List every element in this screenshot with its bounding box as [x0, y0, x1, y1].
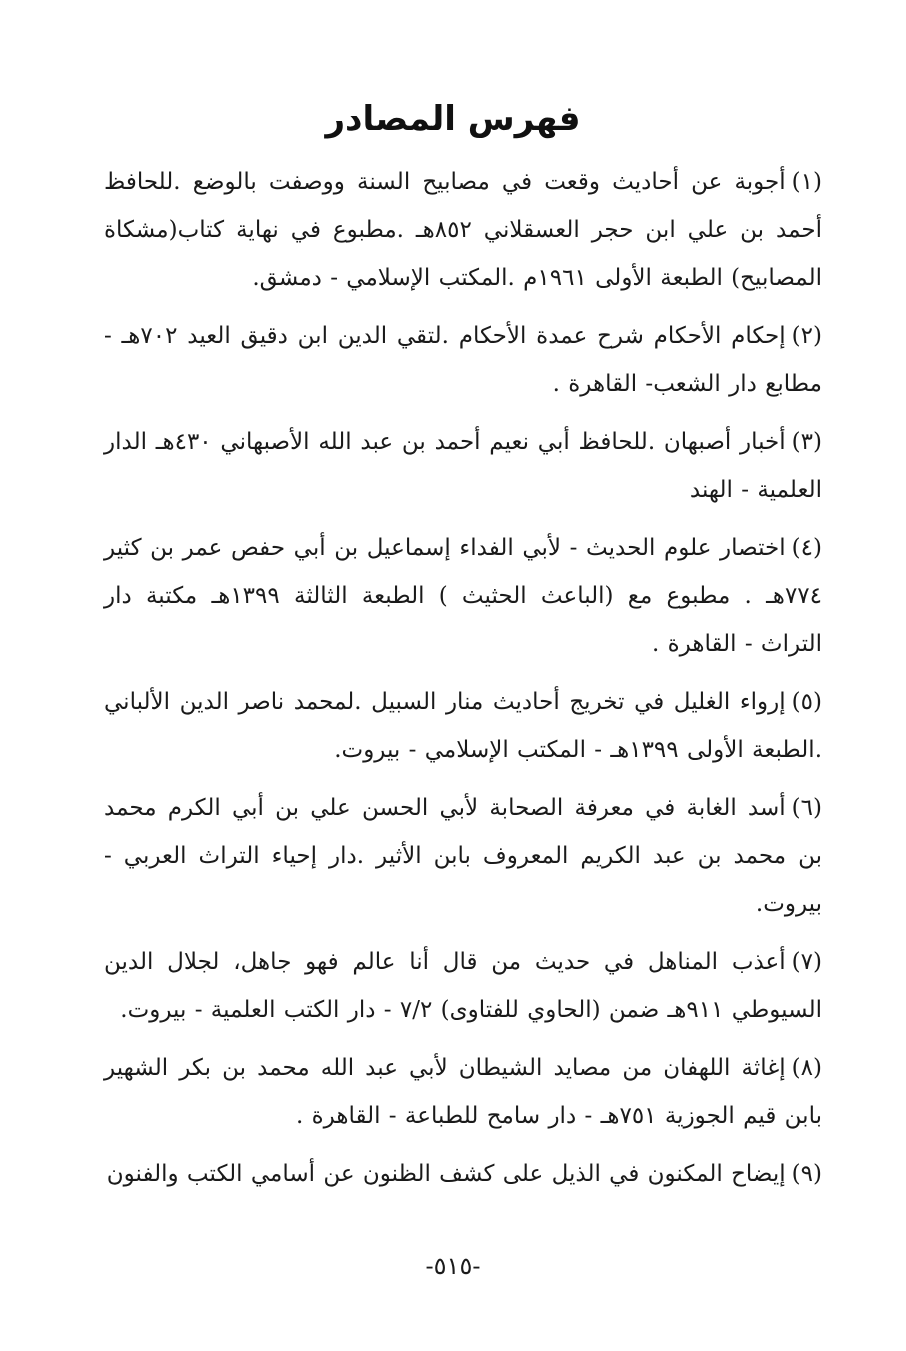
entry-text: إرواء الغليل في تخريج أحاديث منار السبيل .لمحمد ناصر الدين الألباني .الطبعة الأولى ١٣٩٩هـ - المكتب الإسلامي - بيروت. [104, 689, 822, 763]
entry-text: اختصار علوم الحديث - لأبي الفداء إسماعيل بن أبي حفص عمر بن كثير ٧٧٤هـ . مطبوع مع (الباعث الحثيث ) الطبعة الثالثة ١٣٩٩هـ مكتبة دار التراث - القاهرة . [104, 535, 823, 657]
reference-entry [104, 938, 822, 1034]
reference-entry [104, 1150, 822, 1198]
entry-text: أعذب المناهل في حديث من قال أنا عالم فهو جاهل، لجلال الدين السيوطي ٩١١هـ ضمن (الحاوي للفتاوى) ٧/٢ - دار الكتب العلمية - بيروت. [104, 949, 822, 1023]
entry-text: أجوبة عن أحاديث وقعت في مصابيح السنة ووصفت بالوضع .للحافظ أحمد بن علي ابن حجر العسقلاني ٨٥٢هـ .مطبوع في نهاية كتاب(مشكاة المصابيح) الطبعة الأولى ١٩٦١م .المكتب الإسلامي - دمشق. [104, 169, 822, 291]
entry-number: (٧) [791, 949, 822, 975]
reference-entry [104, 524, 822, 668]
entry-number: (٣) [791, 429, 822, 455]
entry-text: أسد الغابة في معرفة الصحابة لأبي الحسن علي بن أبي الكرم محمد بن محمد بن عبد الكريم المعروف بابن الأثير .دار إحياء التراث العربي - بيروت. [104, 795, 822, 917]
reference-entry [104, 418, 822, 514]
entry-text: إيضاح المكنون في الذيل على كشف الظنون عن أسامي الكتب والفنون [106, 1161, 786, 1187]
entry-text: إحكام الأحكام شرح عمدة الأحكام .لتقي الدين ابن دقيق العيد ٧٠٢هـ - مطابع دار الشعب- القاهرة . [104, 323, 822, 397]
entry-text: أخبار أصبهان .للحافظ أبي نعيم أحمد بن عبد الله الأصبهاني ٤٣٠هـ الدار العلمية - الهند [104, 429, 822, 503]
reference-entry [104, 784, 822, 928]
page-title: فهرس المصادر [325, 99, 581, 139]
reference-entry [104, 1044, 822, 1140]
entry-number: (٩) [791, 1161, 822, 1187]
entry-number: (٤) [791, 535, 822, 561]
page-number: -٥١٥- [425, 1252, 481, 1280]
entry-number: (٨) [791, 1055, 822, 1081]
entry-number: (١) [791, 169, 822, 195]
references-list [104, 158, 822, 1208]
reference-entry [104, 158, 822, 302]
entry-number: (٦) [791, 795, 822, 821]
entry-number: (٢) [791, 323, 822, 349]
entry-text: إغاثة اللهفان من مصايد الشيطان لأبي عبد الله محمد بن بكر الشهير بابن قيم الجوزية ٧٥١هـ - دار سامح للطباعة - القاهرة . [104, 1055, 822, 1129]
reference-entry [104, 678, 822, 774]
entry-number: (٥) [791, 689, 822, 715]
reference-entry [104, 312, 822, 408]
